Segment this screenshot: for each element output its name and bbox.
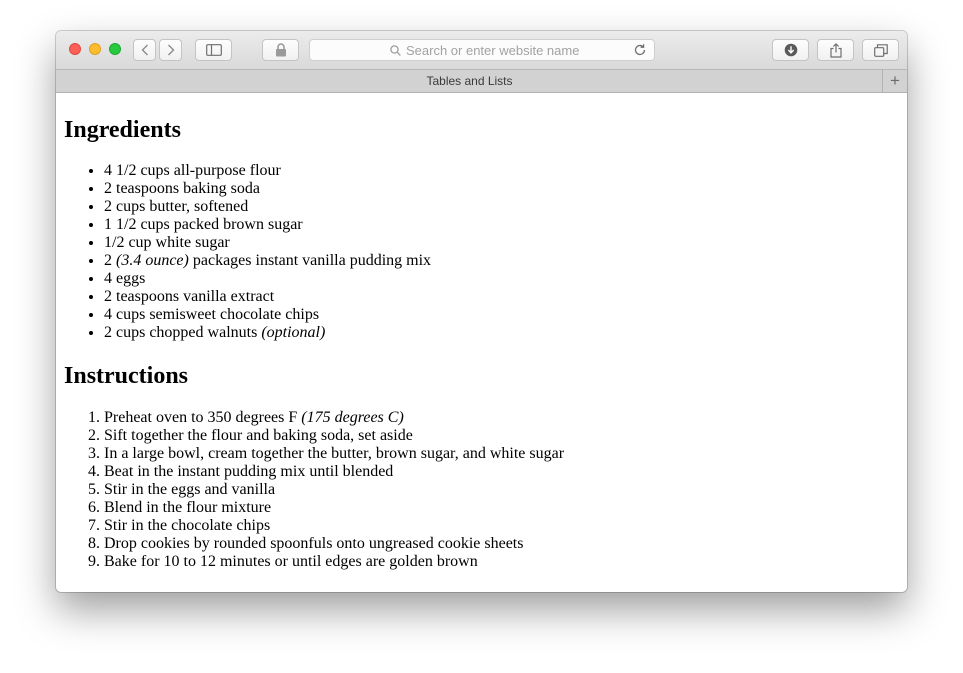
close-window-button[interactable] <box>69 43 81 55</box>
address-placeholder: Search or enter website name <box>406 43 580 58</box>
new-tab-button[interactable]: + <box>882 70 907 92</box>
zoom-window-button[interactable] <box>109 43 121 55</box>
instruction-step: 1. Preheat oven to 350 degrees F (175 degrees C) <box>104 409 564 427</box>
share-icon <box>830 43 842 58</box>
forward-button[interactable] <box>159 39 182 61</box>
ingredient-item: • 1 1/2 cups packed brown sugar <box>104 216 431 234</box>
instruction-step: 6. Blend in the flour mixture <box>104 499 564 517</box>
instruction-step: 2. Sift together the flour and baking soda, set aside <box>104 427 564 445</box>
forward-icon <box>167 44 175 56</box>
ingredients-heading: Ingredients <box>64 117 181 143</box>
reload-icon[interactable] <box>633 43 647 57</box>
instruction-step: 4. Beat in the instant pudding mix until blended <box>104 463 564 481</box>
ingredient-item: • 2 cups chopped walnuts (optional) <box>104 324 431 342</box>
ingredient-item: • 4 cups semisweet chocolate chips <box>104 306 431 324</box>
page-content <box>56 93 907 592</box>
instructions-heading: Instructions <box>64 363 189 389</box>
back-icon <box>141 44 149 56</box>
instruction-step: 5. Stir in the eggs and vanilla <box>104 481 564 499</box>
instruction-step: 8. Drop cookies by rounded spoonfuls onto ungreased cookie sheets <box>104 535 564 553</box>
tab-bar <box>56 70 907 93</box>
search-icon <box>390 45 401 56</box>
instructions-list <box>64 409 564 571</box>
download-icon <box>784 43 798 57</box>
privacy-button[interactable] <box>262 39 299 61</box>
minimize-window-button[interactable] <box>89 43 101 55</box>
sidebar-button[interactable] <box>195 39 232 61</box>
ingredient-item: • 1/2 cup white sugar <box>104 234 431 252</box>
ingredient-item: • 2 (3.4 ounce) packages instant vanilla pudding mix <box>104 252 431 270</box>
instruction-step: 3. In a large bowl, cream together the butter, brown sugar, and white sugar <box>104 445 564 463</box>
browser-window <box>56 31 907 592</box>
ingredient-item: • 2 cups butter, softened <box>104 198 431 216</box>
ingredient-item: • 4 1/2 cups all-purpose flour <box>104 162 431 180</box>
sidebar-icon <box>206 44 222 56</box>
ingredients-list <box>64 162 431 342</box>
address-bar[interactable] <box>309 39 655 61</box>
instruction-step: 9. Bake for 10 to 12 minutes or until edges are golden brown <box>104 553 564 571</box>
downloads-button[interactable] <box>772 39 809 61</box>
share-button[interactable] <box>817 39 854 61</box>
tabs-overview-button[interactable] <box>862 39 899 61</box>
ingredient-item: • 2 teaspoons vanilla extract <box>104 288 431 306</box>
tabs-icon <box>874 44 888 57</box>
ingredient-item: • 2 teaspoons baking soda <box>104 180 431 198</box>
instruction-step: 7. Stir in the chocolate chips <box>104 517 564 535</box>
toolbar <box>56 31 907 70</box>
back-button[interactable] <box>133 39 156 61</box>
ingredient-item: • 4 eggs <box>104 270 431 288</box>
tab-title[interactable]: Tables and Lists <box>426 74 513 88</box>
privacy-icon <box>275 43 287 57</box>
